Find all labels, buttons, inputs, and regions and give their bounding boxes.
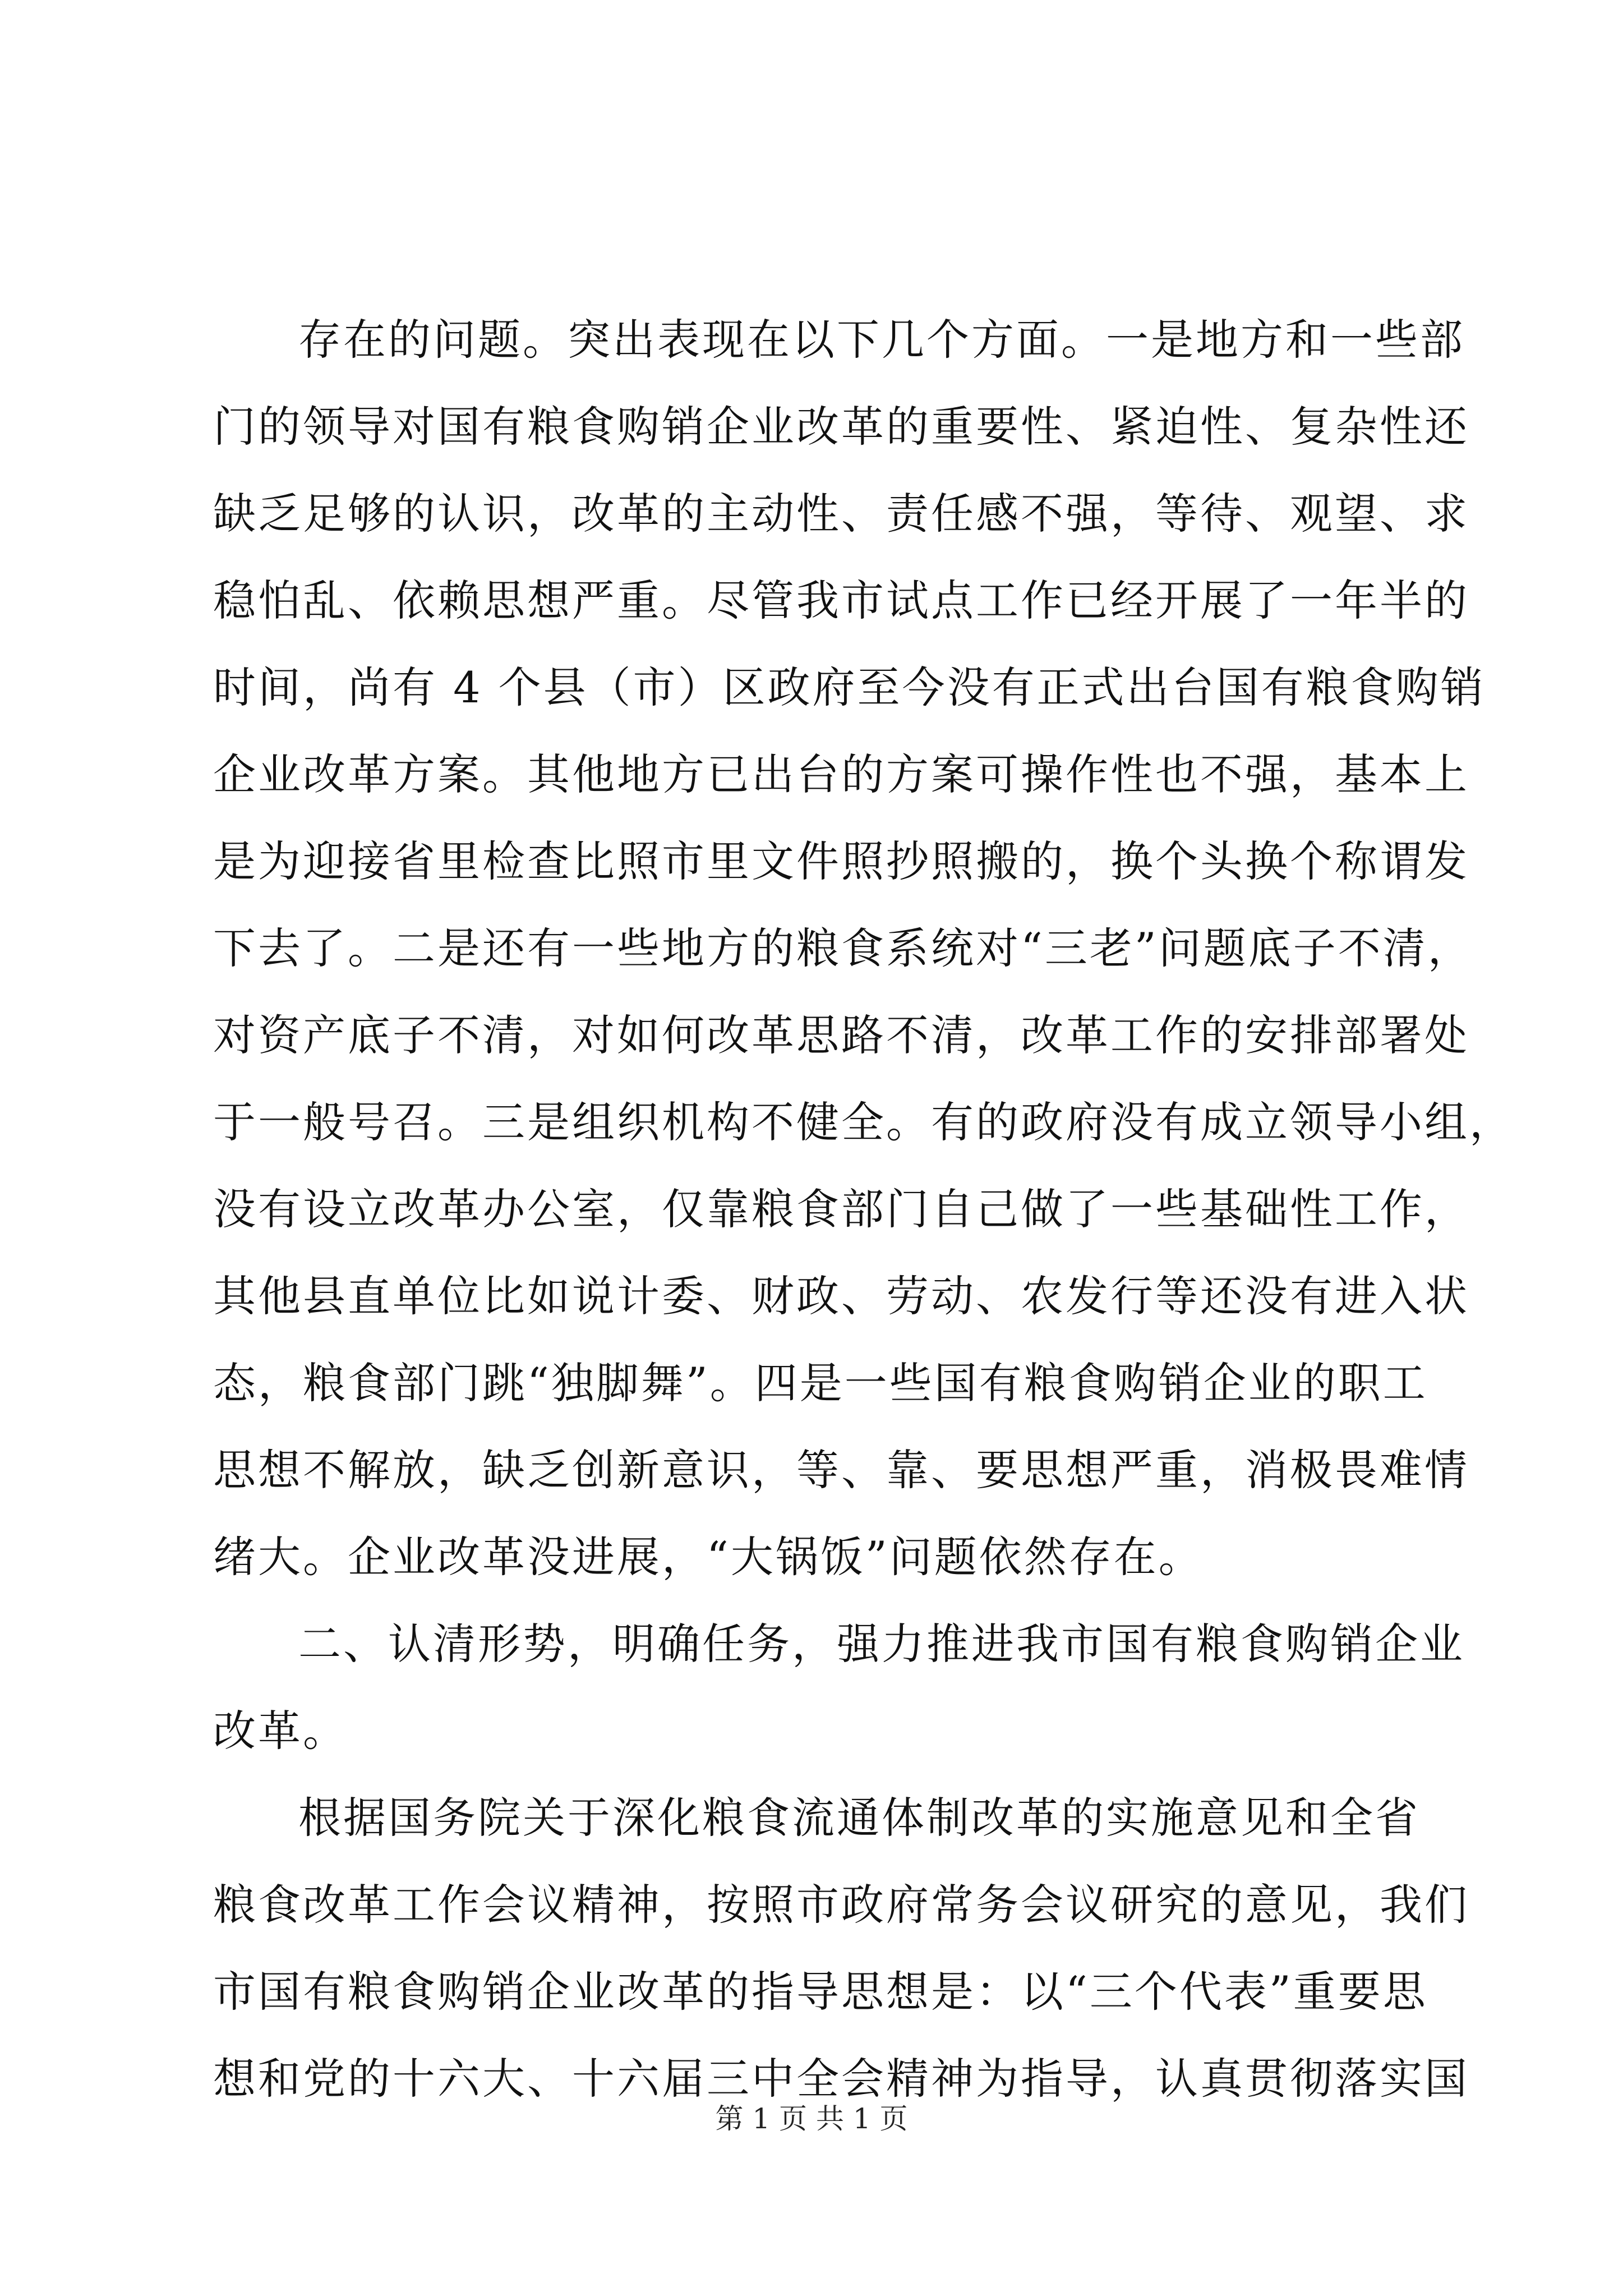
- text-line: 缺乏足够的认识，改革的主动性、责任感不强，等待、观望、求: [213, 489, 1469, 539]
- document-body: [213, 296, 1514, 2122]
- text-line: 根据国务院关于深化粮食流通体制改革的实施意见和全省: [298, 1793, 1420, 1843]
- section-heading-line: 改革。: [213, 1706, 348, 1756]
- text-line: 时间，尚有 4 个县（市）区政府至今没有正式出台国有粮食购销: [213, 662, 1486, 712]
- text-line: 存在的问题。突出表现在以下几个方面。一是地方和一些部: [298, 315, 1465, 365]
- text-line: 思想不解放，缺乏创新意识，等、靠、要思想严重，消极畏难情: [213, 1445, 1469, 1495]
- text-line: 绪大。企业改革没进展，“大锅饭”问题依然存在。: [213, 1532, 1204, 1582]
- text-line: 其他县直单位比如说计委、财政、劳动、农发行等还没有进入状: [213, 1271, 1469, 1321]
- text-line: 下去了。二是还有一些地方的粮食系统对“三老”问题底子不清，: [213, 923, 1473, 973]
- text-line: 是为迎接省里检查比照市里文件照抄照搬的，换个头换个称谓发: [213, 836, 1469, 886]
- text-line: 门的领导对国有粮食购销企业改革的重要性、紧迫性、复杂性还: [213, 402, 1469, 452]
- text-line: 对资产底子不清，对如何改革思路不清，改革工作的安排部署处: [213, 1010, 1469, 1060]
- text-line: 市国有粮食购销企业改革的指导思想是：以“三个代表”重要思: [213, 1967, 1428, 2017]
- text-line: 稳怕乱、依赖思想严重。尽管我市试点工作已经开展了一年半的: [213, 576, 1469, 625]
- text-line: 想和党的十六大、十六届三中全会精神为指导，认真贯彻落实国: [213, 2054, 1469, 2104]
- page-footer: [0, 2099, 1623, 2138]
- section-heading-line: 二、认清形势，明确任务，强力推进我市国有粮食购销企业: [298, 1619, 1465, 1669]
- page-number: 第 1 页 共 1 页: [715, 2102, 908, 2135]
- text-line: 粮食改革工作会议精神，按照市政府常务会议研究的意见，我们: [213, 1880, 1469, 1930]
- text-line: 态，粮食部门跳“独脚舞”。四是一些国有粮食购销企业的职工: [213, 1358, 1428, 1408]
- text-line: 于一般号召。三是组织机构不健全。有的政府没有成立领导小组，: [213, 1097, 1514, 1147]
- text-line: 没有设立改革办公室，仅靠粮食部门自己做了一些基础性工作，: [213, 1184, 1469, 1234]
- text-line: 企业改革方案。其他地方已出台的方案可操作性也不强，基本上: [213, 749, 1469, 799]
